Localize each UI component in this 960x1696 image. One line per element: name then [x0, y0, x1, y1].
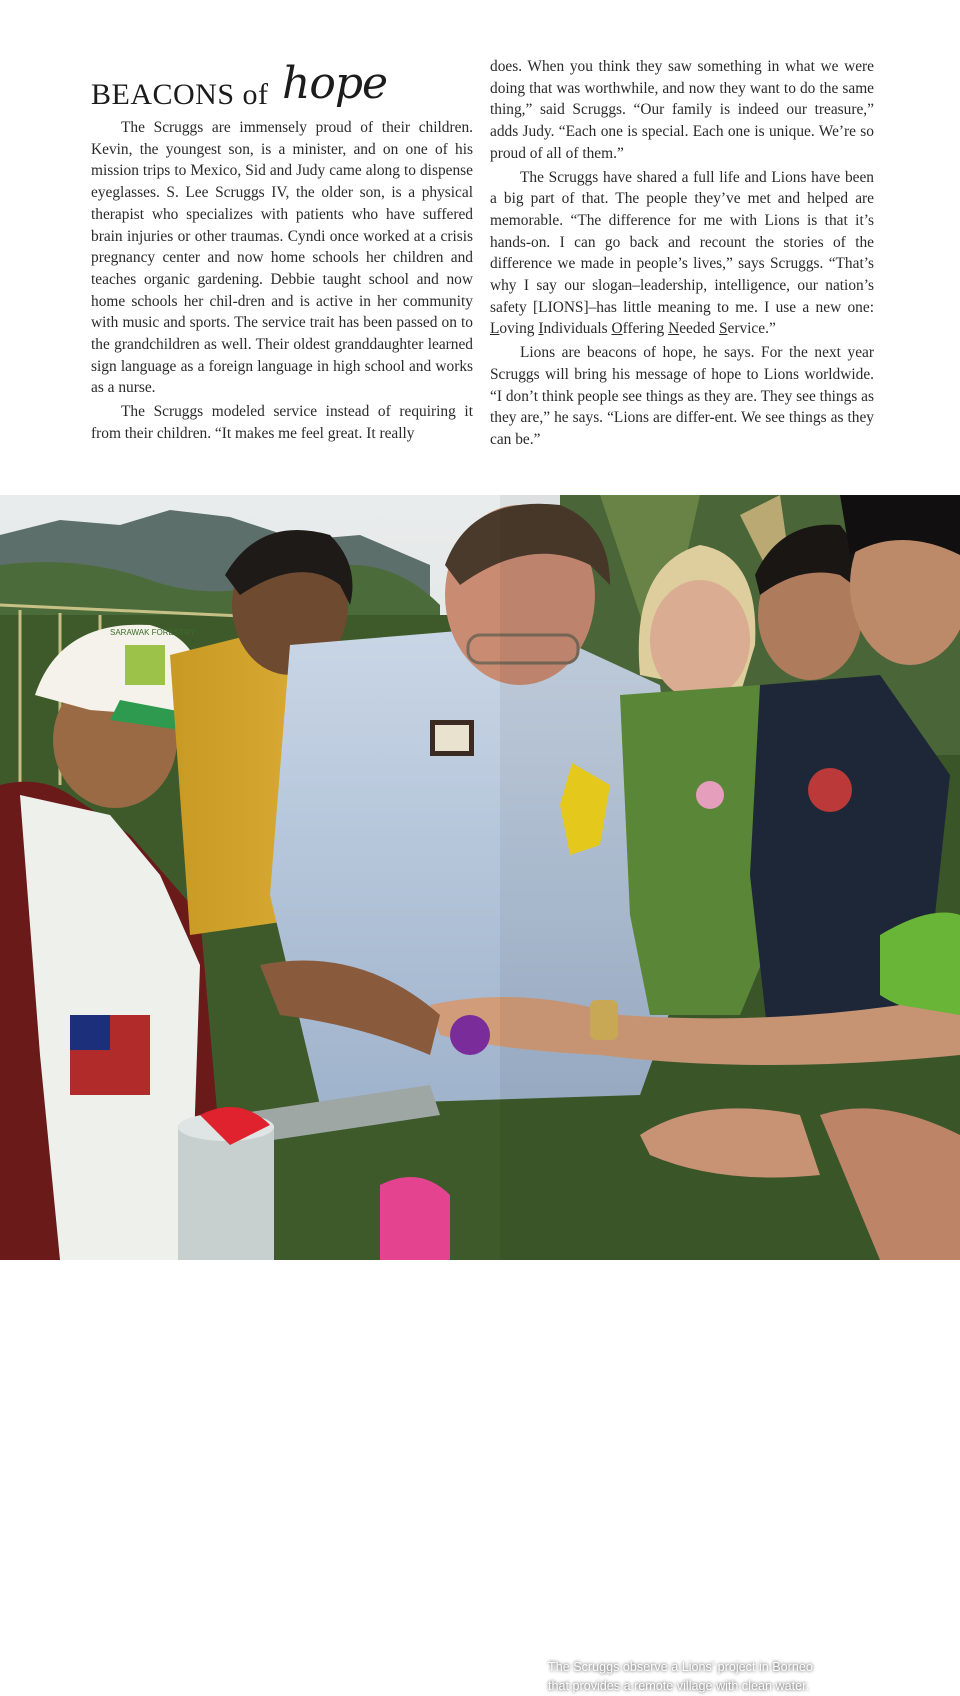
cap-logo-text: SARAWAK FORESTRY — [110, 628, 196, 637]
caption-line: that provides a remote village with clean water. — [548, 1679, 810, 1693]
slogan-acronym: Loving Individuals Offering Needed Service.” — [490, 320, 776, 338]
slogan-word: Offering — [611, 320, 665, 338]
paragraph-beacons: Lions are beacons of hope, he says. For the next year Scruggs will bring his message of hope to Lions worldwide. “I don’t think people see things as they are. They see things as they are,” he says. “Lions are differ-ent. We see things as they can be.” — [490, 344, 874, 448]
paragraph-children: The Scruggs are immensely proud of their children. Kevin, the youngest son, is a minister, and on one of his mission trips to Mexico, Sid and Judy came along to dispense eyeglasses. S. Lee Scruggs IV, the older son, is a physical therapist who specializes with patients who have suffered brain injuries or other traumas. Cyndi once worked at a crisis pregnancy center and now home schools her children and teaches organic gardening. Debbie taught school and now home schools her chil-dren and is active in her community with music and sports. The service trait has been passed on to the grandchildren as well. Their oldest granddaughter learned sign language as a foreign language in high school and works as a nurse. — [91, 119, 473, 397]
headline-script-word: hope — [282, 58, 388, 109]
paragraph-hands-on-text: The Scruggs have shared a full life and Lions have been a big part of that. The people they’ve met and helped are memorable. “The difference for me with Lions is that it’s hands-on. I can go back and recount the stories of the difference we made in people’s lives,” says Scruggs. “That’s why I say our slogan–leadership, intelligence, our nation’s safety [LIONS]–has little meaning to me. I use a new one: — [490, 168, 874, 316]
right-text-column — [490, 56, 874, 451]
slogan-word: Individuals — [538, 320, 608, 338]
slogan-word: Loving — [490, 320, 535, 338]
photo-illustration — [0, 495, 960, 1260]
slogan-word: Service. — [718, 320, 769, 338]
left-text-column — [91, 75, 473, 445]
slogan-word: Needed — [668, 320, 716, 338]
caption-line: The Scruggs observe a Lions’ project in Borneo — [548, 1660, 813, 1674]
borneo-water-project-photo — [0, 495, 960, 1693]
headline-caps: BEACONS of — [91, 78, 269, 111]
paragraph-hands-on — [490, 167, 874, 341]
paragraph-service: The Scruggs modeled service instead of requiring it from their children. “It makes me feel great. It really — [91, 403, 473, 442]
paragraph-treasure: does. When you think they saw something in what we were doing that was worthwhile, and now they want to do the same thing,” said Scruggs. “Our family is indeed our treasure,” adds Judy. “Each one is special. Each one is unique. We’re so proud of all of them.” — [490, 58, 874, 162]
photo-caption — [548, 1658, 878, 1696]
